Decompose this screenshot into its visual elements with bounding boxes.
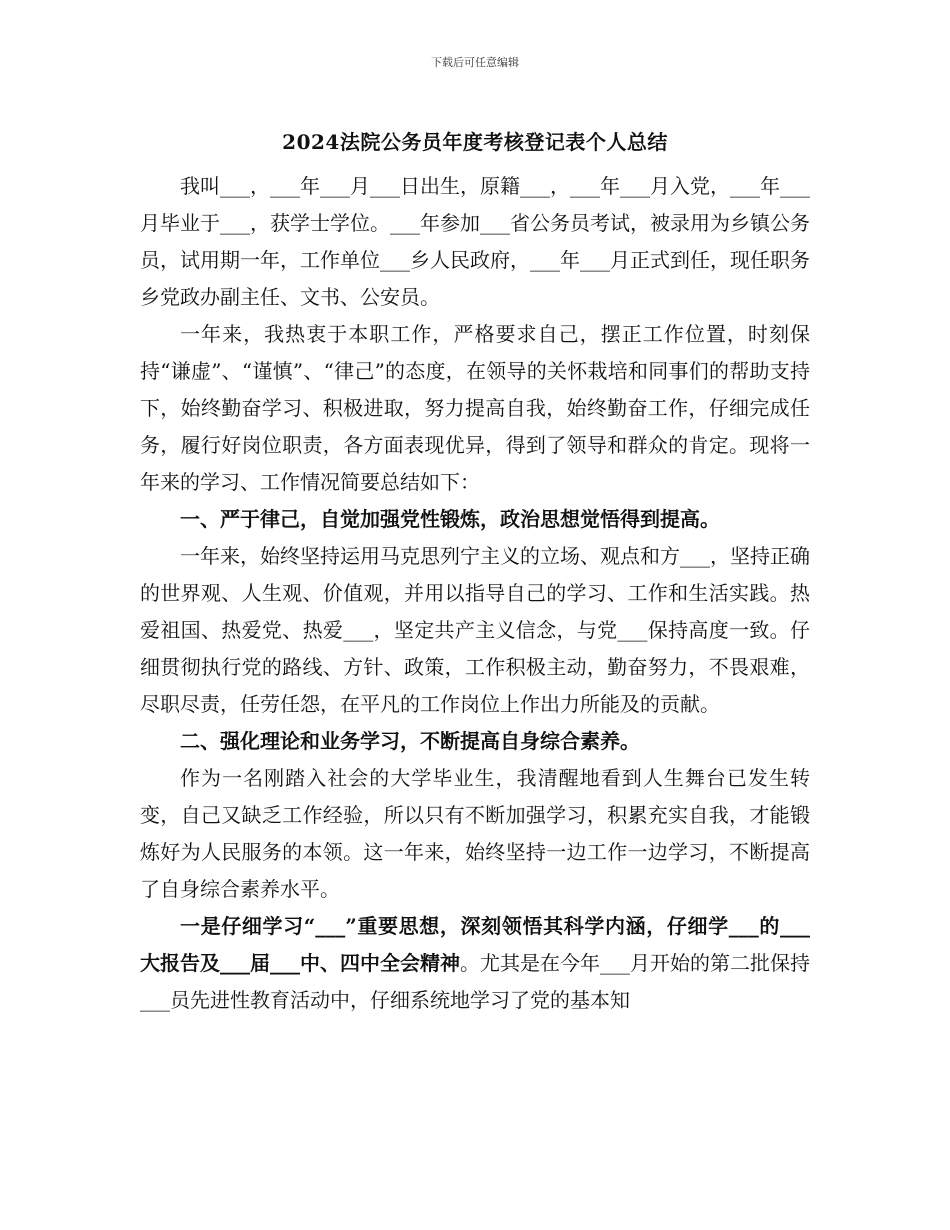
paragraph-study-point-1 [140, 908, 810, 1019]
document-body [140, 168, 810, 1019]
page-header: 下载后可任意编辑 [431, 56, 519, 69]
paragraph-section-1: 一年来，始终坚持运用马克思列宁主义的立场、观点和方___，坚持正确的世界观、人生观、价值观，并用以指导自己的学习、工作和生活实践。热爱祖国、热爱党、热爱___，坚定共产主义信念，与党___保持高度一致。仔细贯彻执行党的路线、方针、政策，工作积极主动，勤奋努力，不畏艰难，尽职尽责，任劳任怨，在平凡的工作岗位上作出力所能及的贡献。 [140, 544, 810, 716]
study-point-1-bold: 一是仔细学习“___”重要思想，深刻领悟其科学内涵，仔细学___的___大报告及___届___中、四中全会精神 [140, 914, 810, 975]
paragraph-overview: 一年来，我热衷于本职工作，严格要求自己，摆正工作位置，时刻保持“谦虚”、“谨慎”、“律己”的态度，在领导的关怀栽培和同事们的帮助支持下，始终勤奋学习、积极进取，努力提高自我，始终勤奋工作，仔细完成任务，履行好岗位职责，各方面表现优异，得到了领导和群众的肯定。现将一年来的学习、工作情况简要总结如下： [140, 322, 810, 494]
section-heading-2: 二、强化理论和业务学习，不断提高自身综合素养。 [180, 729, 640, 753]
section-heading-1: 一、严于律己，自觉加强党性锻炼，政治思想觉悟得到提高。 [180, 507, 720, 531]
paragraph-section-2: 作为一名刚踏入社会的大学毕业生，我清醒地看到人生舞台已发生转变，自己又缺乏工作经验，所以只有不断加强学习，积累充实自我，才能锻炼好为人民服务的本领。这一年来，始终坚持一边工作一边学习，不断提高了自身综合素养水平。 [140, 766, 810, 901]
study-point-1-text: 。尤其是在今年___月开始的第二批保持___员先进性教育活动中，仔细系统地学习了党的基本知 [140, 951, 810, 1012]
document-title: 2024法院公务员年度考核登记表个人总结 [282, 130, 668, 154]
paragraph-intro: 我叫___，___年___月___日出生，原籍___，___年___月入党，___年___月毕业于___，获学士学位。___年参加___省公务员考试，被录用为乡镇公务员，试用期一年，工作单位___乡人民政府，___年___月正式到任，现任职务乡党政办副主任、文书、公安员。 [140, 174, 810, 309]
